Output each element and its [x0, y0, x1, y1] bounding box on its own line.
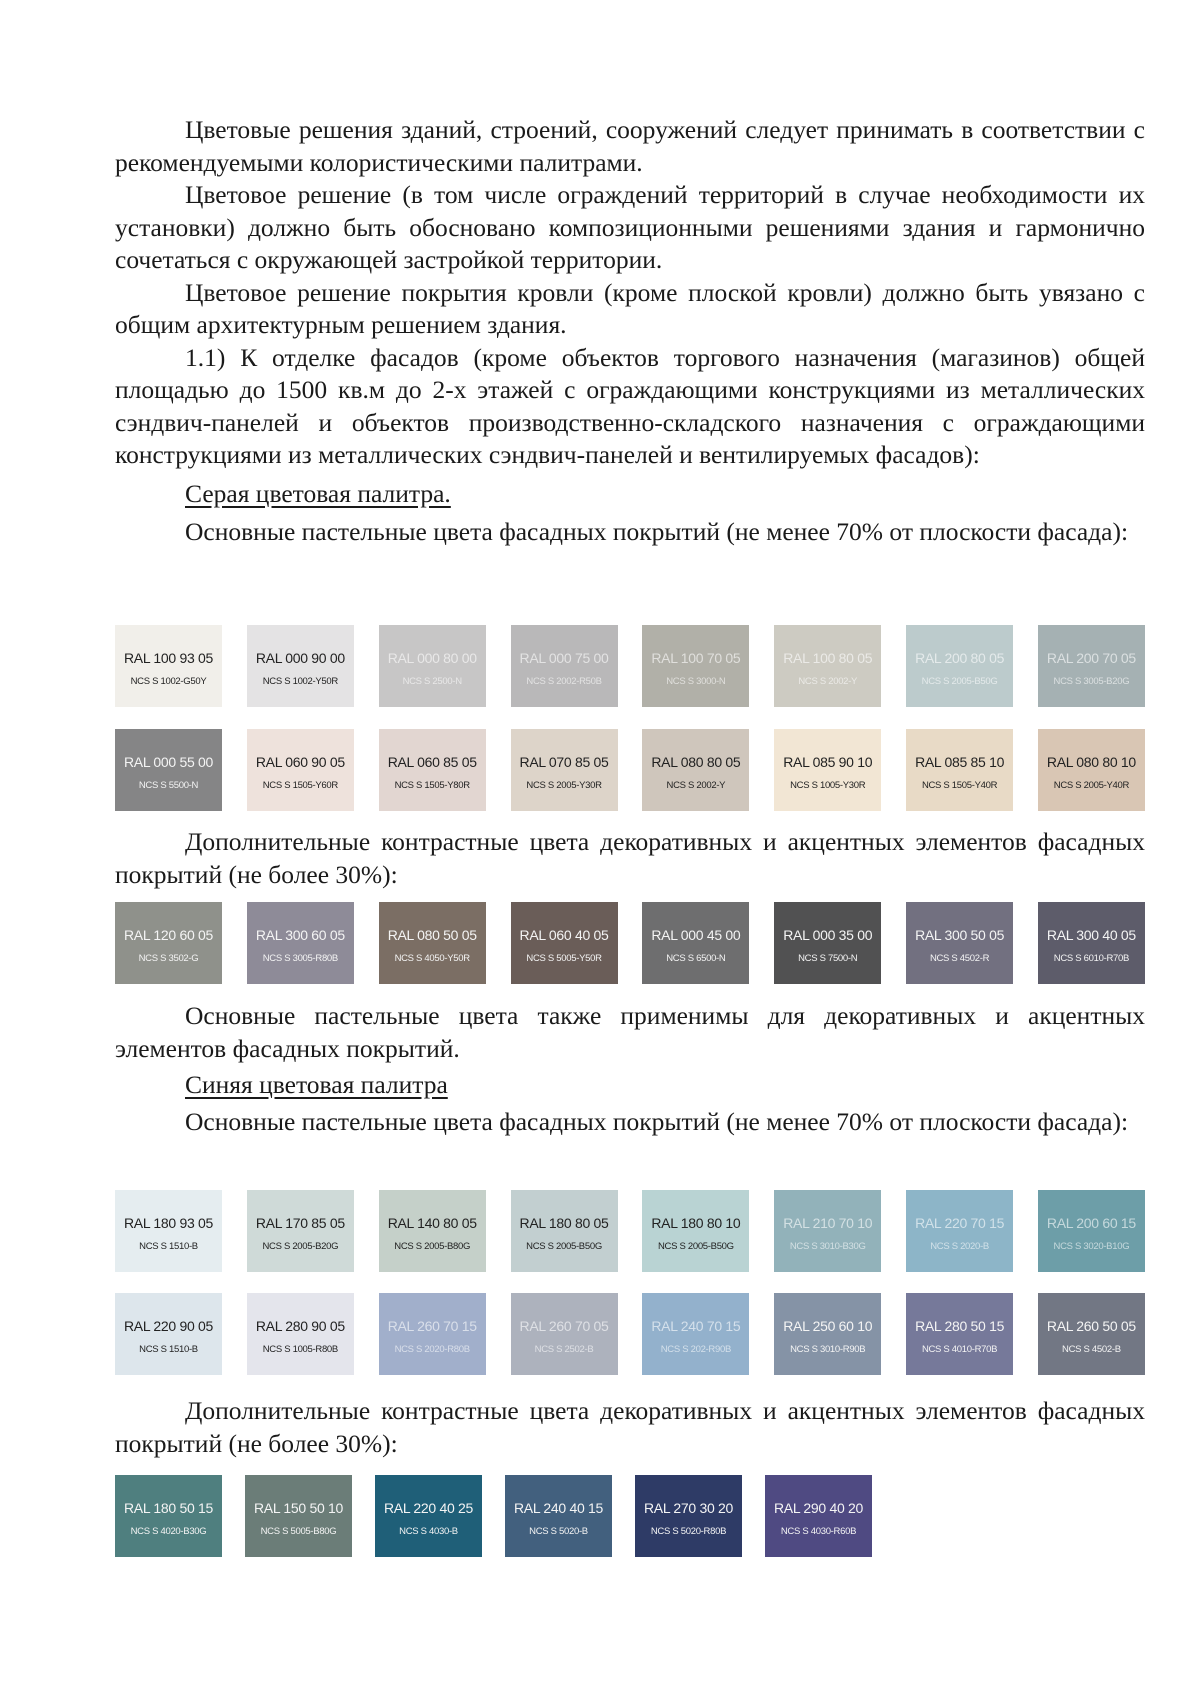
- color-swatch: [1038, 625, 1145, 707]
- ral-code: RAL 080 80 10: [1046, 754, 1136, 770]
- paragraph-fences: Цветовое решение (в том числе ограждений территорий в случае необходимости их установки) должно быть обосновано композиционными решениями здания и гармонично сочетаться с окружающей застройкой территории.: [115, 180, 1145, 274]
- ncs-code: NCS S 1510-B: [139, 1344, 198, 1355]
- ncs-code: NCS S 2005-B50G: [526, 1241, 602, 1252]
- ral-code: RAL 100 70 05: [651, 650, 741, 666]
- ncs-code: NCS S 2005-B50G: [921, 676, 998, 687]
- color-swatch: [511, 1293, 618, 1375]
- color-swatch: [906, 729, 1013, 811]
- ncs-code: NCS S 2005-B20G: [262, 1241, 339, 1252]
- ral-code: RAL 080 50 05: [387, 927, 477, 943]
- gray-main-row-1: [115, 625, 1145, 707]
- ncs-code: NCS S 3000-N: [666, 676, 726, 687]
- ncs-code: NCS S 5020-R80B: [650, 1526, 727, 1537]
- ral-code: RAL 240 40 15: [514, 1500, 603, 1516]
- color-swatch: [642, 1293, 749, 1375]
- color-swatch: [642, 902, 749, 984]
- blue-extra-text: [115, 1395, 1145, 1460]
- color-swatch: [642, 625, 749, 707]
- ral-code: RAL 000 35 00: [783, 927, 873, 943]
- ral-code: RAL 080 80 05: [651, 754, 741, 770]
- ral-code: RAL 120 60 05: [124, 927, 213, 943]
- ral-code: RAL 220 70 15: [915, 1215, 1005, 1231]
- color-swatch: [115, 1190, 222, 1272]
- color-swatch: [1038, 1293, 1145, 1375]
- ncs-code: NCS S 2002-Y: [666, 780, 726, 791]
- color-swatch: [1038, 1190, 1145, 1272]
- color-swatch: [247, 1190, 354, 1272]
- paragraph-facade-scope: 1.1) К отделке фасадов (кроме объектов торгового назначения (магазинов) общей площадью до 1500 кв.м до 2-х этажей с ограждающими конструкциями из металлических сэндвич-панелей и объектов производственно-складского назначения с ограждающими конструкциями из металлических сэндвич-панелей и вентилируемых фасадов):: [115, 342, 1145, 469]
- ncs-code: NCS S 5020-B: [529, 1526, 588, 1537]
- color-swatch: [115, 625, 222, 707]
- ncs-code: NCS S 4020-B30G: [130, 1526, 207, 1537]
- ral-code: RAL 180 80 05: [519, 1215, 609, 1231]
- ncs-code: NCS S 4502-B: [1062, 1344, 1121, 1355]
- color-swatch: [906, 625, 1013, 707]
- color-swatch: [115, 1293, 222, 1375]
- ral-code: RAL 200 70 05: [1046, 650, 1136, 666]
- color-swatch: [1038, 902, 1145, 984]
- ral-code: RAL 250 60 10: [783, 1318, 873, 1334]
- blue-extra-caption: Дополнительные контрастные цвета декоративных и акцентных элементов фасадных покрытий (не более 30%):: [115, 1396, 1145, 1458]
- ncs-code: NCS S 2005-B80G: [394, 1241, 471, 1252]
- ncs-code: NCS S 5005-Y50R: [526, 953, 602, 964]
- color-swatch: [906, 1293, 1013, 1375]
- ncs-code: NCS S 2002-R50B: [526, 676, 602, 687]
- ral-code: RAL 085 90 10: [783, 754, 873, 770]
- color-swatch: [1038, 729, 1145, 811]
- ncs-code: NCS S 1510-B: [139, 1241, 198, 1252]
- color-swatch: [505, 1475, 612, 1557]
- color-swatch: [511, 625, 618, 707]
- ral-code: RAL 060 90 05: [255, 754, 345, 770]
- ncs-code: NCS S 1002-Y50R: [262, 676, 338, 687]
- ncs-code: NCS S 2005-B50G: [657, 1241, 734, 1252]
- ral-code: RAL 210 70 10: [783, 1215, 873, 1231]
- ncs-code: NCS S 202-R90B: [660, 1344, 731, 1355]
- ncs-code: NCS S 1505-Y80R: [394, 780, 470, 791]
- ral-code: RAL 000 45 00: [651, 927, 741, 943]
- ral-code: RAL 180 80 10: [651, 1215, 741, 1231]
- ncs-code: NCS S 6010-R70B: [1053, 953, 1130, 964]
- color-swatch: [774, 729, 881, 811]
- intro-text: [115, 114, 1145, 549]
- ncs-code: NCS S 4050-Y50R: [394, 953, 470, 964]
- ral-code: RAL 260 50 05: [1046, 1318, 1136, 1334]
- ral-code: RAL 220 40 25: [384, 1500, 473, 1516]
- gray-main-row-2: [115, 729, 1145, 811]
- ral-code: RAL 070 85 05: [519, 754, 609, 770]
- color-swatch: [642, 1190, 749, 1272]
- color-swatch: [379, 729, 486, 811]
- ncs-code: NCS S 1005-R80B: [262, 1344, 338, 1355]
- paragraph-roof: Цветовое решение покрытия кровли (кроме плоской кровли) должно быть увязано с общим архитектурным решением здания.: [115, 277, 1145, 339]
- blue-accent-row: [115, 1475, 1145, 1557]
- gray-note: Основные пастельные цвета также применимы для декоративных и акцентных элементов фасадных покрытий.: [115, 1001, 1145, 1063]
- ral-code: RAL 200 80 05: [915, 650, 1005, 666]
- color-swatch: [379, 1293, 486, 1375]
- gray-accent-row: [115, 902, 1145, 984]
- color-swatch: [379, 1190, 486, 1272]
- gray-extra-caption: Дополнительные контрастные цвета декоративных и акцентных элементов фасадных покрытий (не более 30%):: [115, 827, 1145, 889]
- color-swatch: [247, 902, 354, 984]
- color-swatch: [115, 1475, 222, 1557]
- ncs-code: NCS S 5005-B80G: [260, 1526, 337, 1537]
- ncs-code: NCS S 3005-B20G: [1053, 676, 1130, 687]
- color-swatch: [774, 1190, 881, 1272]
- ncs-code: NCS S 2020-R80B: [394, 1344, 470, 1355]
- ral-code: RAL 270 30 20: [644, 1500, 733, 1516]
- ral-code: RAL 180 50 15: [124, 1500, 213, 1516]
- gray-main-caption: Основные пастельные цвета фасадных покрытий (не менее 70% от плоскости фасада):: [185, 517, 1129, 546]
- ral-code: RAL 280 50 15: [915, 1318, 1005, 1334]
- gray-note-text: [115, 1000, 1145, 1138]
- ncs-code: NCS S 3010-R90B: [790, 1344, 866, 1355]
- ncs-code: NCS S 2002-Y: [798, 676, 858, 687]
- color-swatch: [774, 625, 881, 707]
- ncs-code: NCS S 7500-N: [798, 953, 858, 964]
- ral-code: RAL 140 80 05: [387, 1215, 477, 1231]
- ncs-code: NCS S 2020-B: [930, 1241, 989, 1252]
- ral-code: RAL 220 90 05: [124, 1318, 213, 1334]
- ral-code: RAL 000 55 00: [124, 754, 213, 770]
- color-swatch: [511, 902, 618, 984]
- color-swatch: [379, 625, 486, 707]
- ral-code: RAL 085 85 10: [915, 754, 1005, 770]
- color-swatch: [115, 902, 222, 984]
- color-swatch: [774, 902, 881, 984]
- ncs-code: NCS S 2502-B: [534, 1344, 594, 1355]
- blue-main-caption: Основные пастельные цвета фасадных покрытий (не менее 70% от плоскости фасада):: [185, 1106, 1129, 1136]
- color-swatch: [511, 1190, 618, 1272]
- ncs-code: NCS S 4030-B: [399, 1526, 458, 1537]
- ncs-code: NCS S 4502-R: [929, 953, 990, 964]
- ral-code: RAL 290 40 20: [774, 1500, 863, 1516]
- color-swatch: [642, 729, 749, 811]
- gray-extra-text: [115, 826, 1145, 891]
- ral-code: RAL 100 80 05: [783, 650, 873, 666]
- ncs-code: NCS S 1002-G50Y: [130, 676, 207, 687]
- color-swatch: [379, 902, 486, 984]
- ncs-code: NCS S 5500-N: [138, 780, 199, 791]
- blue-main-row-1: [115, 1190, 1145, 1272]
- ral-code: RAL 200 60 15: [1046, 1215, 1136, 1231]
- ral-code: RAL 060 85 05: [387, 754, 477, 770]
- ral-code: RAL 260 70 15: [387, 1318, 477, 1334]
- ral-code: RAL 300 50 05: [915, 927, 1005, 943]
- ncs-code: NCS S 2005-Y40R: [1053, 780, 1130, 791]
- ral-code: RAL 260 70 05: [519, 1318, 609, 1334]
- ral-code: RAL 060 40 05: [519, 927, 609, 943]
- color-swatch: [247, 625, 354, 707]
- color-swatch: [115, 729, 222, 811]
- color-swatch: [774, 1293, 881, 1375]
- ral-code: RAL 280 90 05: [255, 1318, 345, 1334]
- ral-code: RAL 300 40 05: [1046, 927, 1136, 943]
- color-swatch: [375, 1475, 482, 1557]
- ral-code: RAL 100 93 05: [124, 650, 213, 666]
- color-swatch: [765, 1475, 872, 1557]
- ncs-code: NCS S 2005-Y30R: [526, 780, 602, 791]
- ncs-code: NCS S 4030-R60B: [780, 1526, 857, 1537]
- ncs-code: NCS S 1505-Y40R: [921, 780, 998, 791]
- ral-code: RAL 170 85 05: [255, 1215, 345, 1231]
- color-swatch: [906, 1190, 1013, 1272]
- paragraph-color-solutions: Цветовые решения зданий, строений, сооружений следует принимать в соответствии с рекомендуемыми колористическими палитрами.: [115, 115, 1145, 177]
- color-swatch: [906, 902, 1013, 984]
- ncs-code: NCS S 3010-B30G: [789, 1241, 866, 1252]
- color-swatch: [635, 1475, 742, 1557]
- ncs-code: NCS S 3005-R80B: [262, 953, 338, 964]
- ncs-code: NCS S 1005-Y30R: [790, 780, 866, 791]
- gray-palette-heading: Серая цветовая палитра.: [185, 478, 451, 508]
- blue-palette-heading: Синяя цветовая палитра: [185, 1070, 448, 1099]
- ncs-code: NCS S 2500-N: [402, 676, 462, 687]
- color-swatch: [247, 729, 354, 811]
- ral-code: RAL 000 80 00: [387, 650, 477, 666]
- ncs-code: NCS S 6500-N: [666, 953, 726, 964]
- ral-code: RAL 180 93 05: [124, 1215, 213, 1231]
- color-swatch: [511, 729, 618, 811]
- ral-code: RAL 000 90 00: [255, 650, 345, 666]
- color-swatch: [245, 1475, 352, 1557]
- ncs-code: NCS S 4010-R70B: [921, 1344, 998, 1355]
- ral-code: RAL 300 60 05: [255, 927, 345, 943]
- blue-main-row-2: [115, 1293, 1145, 1375]
- ncs-code: NCS S 3502-G: [138, 953, 199, 964]
- ral-code: RAL 150 50 10: [254, 1500, 343, 1516]
- ral-code: RAL 000 75 00: [519, 650, 609, 666]
- ncs-code: NCS S 3020-B10G: [1053, 1241, 1130, 1252]
- ral-code: RAL 240 70 15: [651, 1318, 741, 1334]
- ncs-code: NCS S 1505-Y60R: [262, 780, 338, 791]
- color-swatch: [247, 1293, 354, 1375]
